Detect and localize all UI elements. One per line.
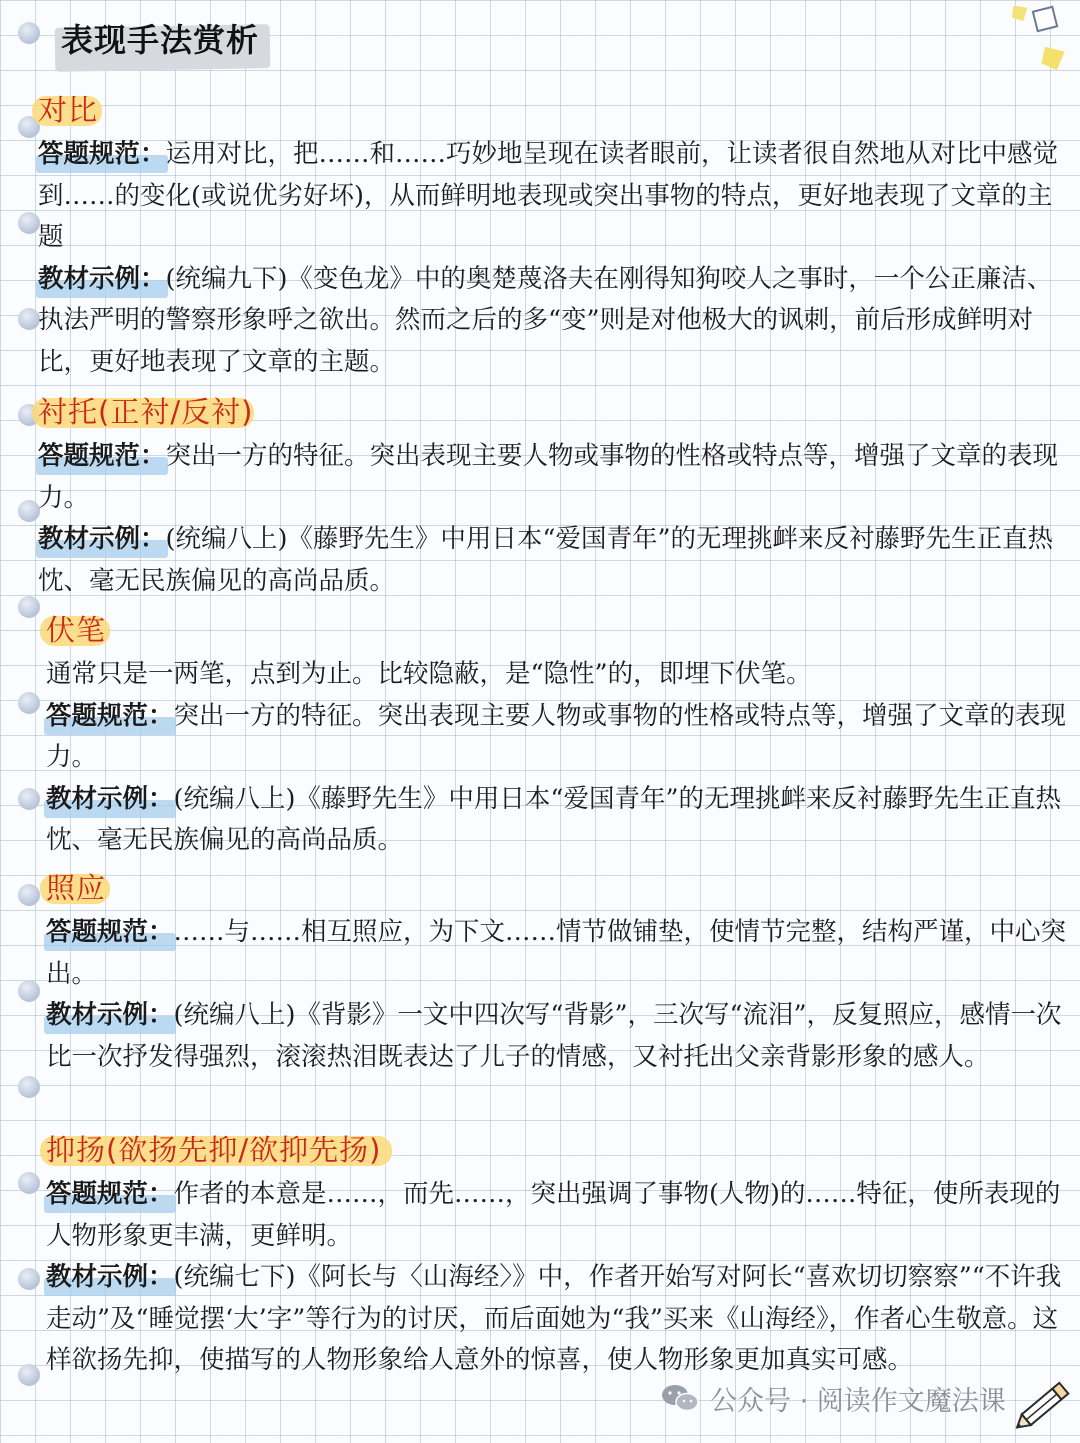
title-block (55, 12, 270, 70)
binder-hole (18, 884, 40, 906)
answer-norm (38, 134, 1072, 259)
answer-norm (38, 436, 1072, 519)
textbook-example-text: (统编八上)《藤野先生》中用日本“爱国青年”的无理挑衅来反衬藤野先生正直热忱、毫无民族偏见的高尚品质。 (46, 783, 1061, 856)
textbook-example-text: (统编七下)《阿长与〈山海经〉》中，作者开始写对阿长“喜欢切切察察”“不许我走动”及“睡觉摆‘大’字”等行为的讨厌，而后面她为“我”买来《山海经》，作者心生敬意。这样欲扬先抑，使描写的人物形象给人意外的惊喜，使人物形象更加真实可感。 (46, 1262, 1062, 1376)
binder-hole (18, 22, 40, 44)
textbook-example-label: 教材示例： (38, 524, 166, 555)
answer-norm-text: 作者的本意是……，而先……，突出强调了事物(人物)的……特征，使所表现的人物形象更丰满，更鲜明。 (46, 1179, 1061, 1251)
binder-hole (18, 692, 40, 714)
star-sticker-icon (1011, 5, 1028, 22)
textbook-example-label: 教材示例： (46, 1262, 174, 1293)
textbook-example (38, 259, 1072, 384)
section-heading-text: 衬托(正衬/反衬) (38, 395, 254, 429)
textbook-example-text: (统编九下)《变色龙》中的奥楚蔑洛夫在刚得知狗咬人之事时，一个公正廉洁、执法严明的警察形象呼之欲出。然而之后的多“变”则是对他极大的讽刺，前后形成鲜明对比，更好地表现了文章的主题。 (38, 263, 1053, 377)
binder-hole (18, 1076, 40, 1098)
answer-norm (46, 1174, 1074, 1257)
section-heading (46, 1128, 1074, 1172)
pencil-icon (1008, 1372, 1078, 1442)
binder-hole (18, 212, 40, 234)
answer-norm-text: 突出一方的特征。突出表现主要人物或事物的性格或特点等，增强了文章的表现力。 (46, 700, 1067, 773)
answer-norm-text: 运用对比，把……和……巧妙地呈现在读者眼前，让读者很自然地从对比中感觉到……的变化(或说优劣好坏)，从而鲜明地表现或突出事物的特点，更好地表现了文章的主题 (38, 139, 1059, 253)
wechat-icon (660, 1383, 700, 1413)
textbook-example-label: 教材示例： (46, 783, 174, 814)
section-heading (46, 866, 1074, 910)
section-contrast (38, 88, 1072, 384)
answer-norm-label: 答题规范： (46, 700, 174, 731)
textbook-example-label: 教材示例： (46, 1000, 174, 1031)
textbook-example-text: (统编八上)《背影》一文中四次写“背影”，三次写“流泪”，反复照应，感情一次比一次抒发得强烈，滚滚热泪既表达了儿子的情感，又衬托出父亲背影形象的感人。 (46, 1000, 1062, 1072)
watermark (660, 1376, 1006, 1420)
binder-hole (18, 500, 40, 522)
textbook-example (46, 779, 1074, 862)
watermark-text: 公众号 · 阅读作文魔法课 (710, 1385, 1006, 1417)
answer-norm (46, 912, 1074, 995)
answer-norm-text: ……与……相互照应，为下文……情节做铺垫，使情节完整，结构严谨，中心突出。 (46, 917, 1067, 989)
textbook-example (46, 995, 1074, 1078)
answer-norm-label: 答题规范： (38, 441, 166, 471)
binder-hole (18, 1172, 40, 1194)
definition-text: 通常只是一两笔，点到为止。比较隐蔽，是“隐性”的，即埋下伏笔。 (46, 659, 812, 689)
answer-norm-label: 答题规范： (46, 917, 174, 947)
section-heading-text: 伏笔 (46, 613, 107, 647)
section-heading (38, 390, 1072, 434)
binder-hole (18, 1268, 40, 1290)
binder-hole (18, 308, 40, 330)
section-foreshadowing (46, 608, 1074, 862)
binder-hole (18, 1364, 40, 1386)
page-title: 表现手法赏析 (61, 21, 260, 59)
section-heading-text: 对比 (38, 93, 99, 127)
section-echo (46, 866, 1074, 1078)
section-heading-text: 抑扬(欲扬先抑/欲抑先扬) (46, 1133, 382, 1167)
textbook-example-label: 教材示例： (38, 263, 166, 294)
textbook-example (46, 1257, 1074, 1382)
binder-hole (18, 980, 40, 1002)
binder-hole (18, 596, 40, 618)
section-heading-text: 照应 (46, 871, 107, 905)
star-sticker-icon (1039, 45, 1064, 70)
textbook-example (38, 519, 1072, 602)
binder-hole (18, 788, 40, 810)
section-suppress-praise (46, 1128, 1074, 1382)
definition (46, 654, 1074, 696)
section-heading (46, 608, 1074, 652)
answer-norm-text: 突出一方的特征。突出表现主要人物或事物的性格或特点等，增强了文章的表现力。 (38, 441, 1059, 513)
answer-norm-label: 答题规范： (38, 139, 166, 169)
answer-norm (46, 696, 1074, 779)
section-heading (38, 88, 1072, 132)
answer-norm-label: 答题规范： (46, 1179, 174, 1209)
section-foil (38, 390, 1072, 602)
star-outline-icon (1032, 6, 1059, 33)
textbook-example-text: (统编八上)《藤野先生》中用日本“爱国青年”的无理挑衅来反衬藤野先生正直热忱、毫无民族偏见的高尚品质。 (38, 524, 1053, 596)
